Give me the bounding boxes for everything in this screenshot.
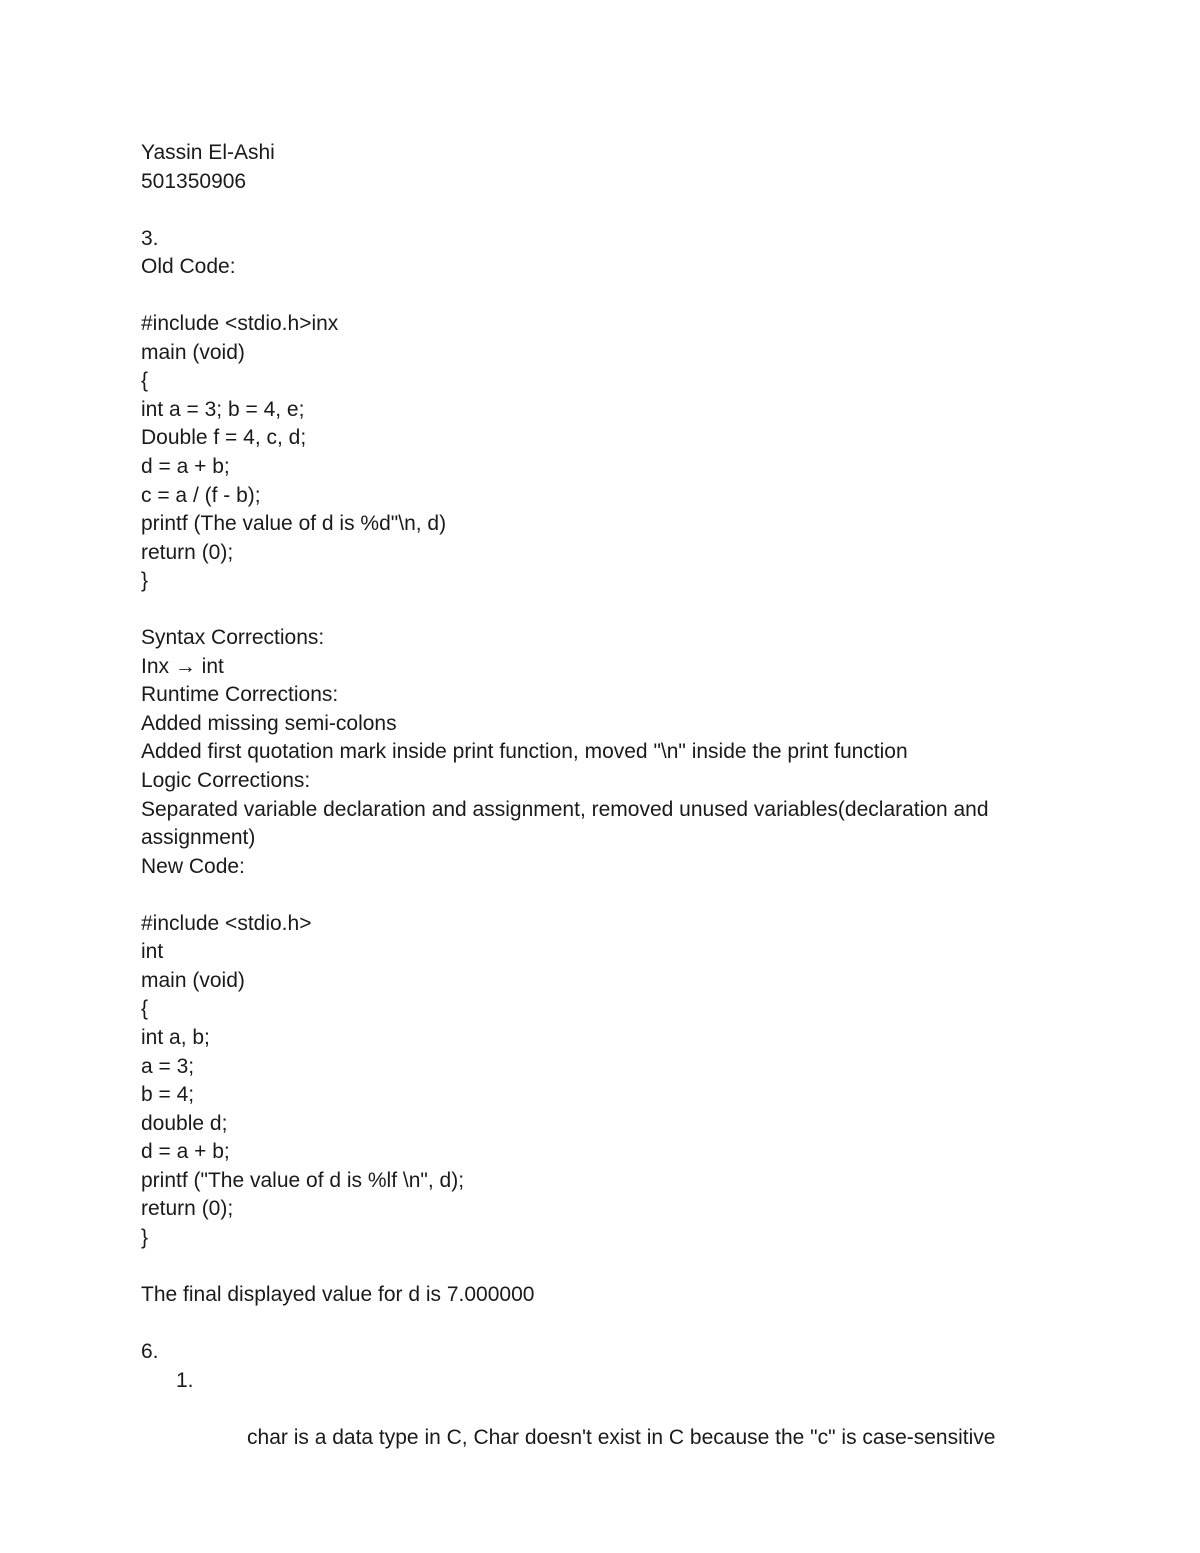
code-line: { xyxy=(141,369,149,393)
spacer xyxy=(141,1309,1041,1338)
code-line: int xyxy=(141,940,164,964)
spacer xyxy=(141,196,1041,225)
runtime-correction-item: Added first quotation mark inside print function, moved "\n" inside the print function xyxy=(141,740,908,764)
final-value-statement: The final displayed value for d is 7.000000 xyxy=(141,1282,535,1306)
code-line: #include <stdio.h> xyxy=(141,911,312,935)
code-line: } xyxy=(141,1225,149,1249)
code-line: #include <stdio.h>inx xyxy=(141,312,339,336)
spacer xyxy=(141,282,1041,311)
code-line: a = 3; xyxy=(141,1054,195,1078)
question-number-6: 6. xyxy=(141,1339,159,1363)
syntax-correction-item: Inx → int xyxy=(141,654,224,678)
list-item xyxy=(141,1367,1041,1481)
code-line: main (void) xyxy=(141,340,245,364)
code-line: b = 4; xyxy=(141,1083,195,1107)
code-line: int a, b; xyxy=(141,1025,210,1049)
new-code-block xyxy=(141,910,1041,1253)
new-code-label: New Code: xyxy=(141,854,245,878)
code-line: double d; xyxy=(141,1111,228,1135)
student-id: 501350906 xyxy=(141,169,247,193)
code-line: int a = 3; b = 4, e; xyxy=(141,397,305,421)
code-line: return (0); xyxy=(141,540,234,564)
list-item-number: 1. xyxy=(176,1368,194,1392)
code-line: main (void) xyxy=(141,968,245,992)
code-line: return (0); xyxy=(141,1197,234,1221)
runtime-corrections-label: Runtime Corrections: xyxy=(141,683,339,707)
code-line: Double f = 4, c, d; xyxy=(141,426,307,450)
spacer xyxy=(141,1252,1041,1281)
document-body xyxy=(141,139,1041,1481)
code-line: d = a + b; xyxy=(141,1140,230,1164)
code-line: { xyxy=(141,997,149,1021)
code-line: } xyxy=(141,569,149,593)
list-item-text: char is a data type in C, Char doesn't exist in C because the "c" is case-sensitive xyxy=(247,1425,996,1449)
code-line: printf ("The value of d is %lf \n", d); xyxy=(141,1168,465,1192)
runtime-correction-item: Added missing semi-colons xyxy=(141,711,397,735)
question-number-3: 3. xyxy=(141,226,159,250)
old-code-label: Old Code: xyxy=(141,255,236,279)
spacer xyxy=(141,881,1041,910)
syntax-corrections-label: Syntax Corrections: xyxy=(141,626,325,650)
author-name: Yassin El-Ashi xyxy=(141,141,275,164)
old-code-block xyxy=(141,310,1041,595)
code-line: printf (The value of d is %d"\n, d) xyxy=(141,512,447,536)
code-line: d = a + b; xyxy=(141,455,230,479)
logic-correction-text: Separated variable declaration and assignment, removed unused variables(declaration and assignment) xyxy=(141,797,989,850)
code-line: c = a / (f - b); xyxy=(141,483,261,507)
logic-corrections-label: Logic Corrections: xyxy=(141,769,311,793)
spacer xyxy=(141,596,1041,625)
